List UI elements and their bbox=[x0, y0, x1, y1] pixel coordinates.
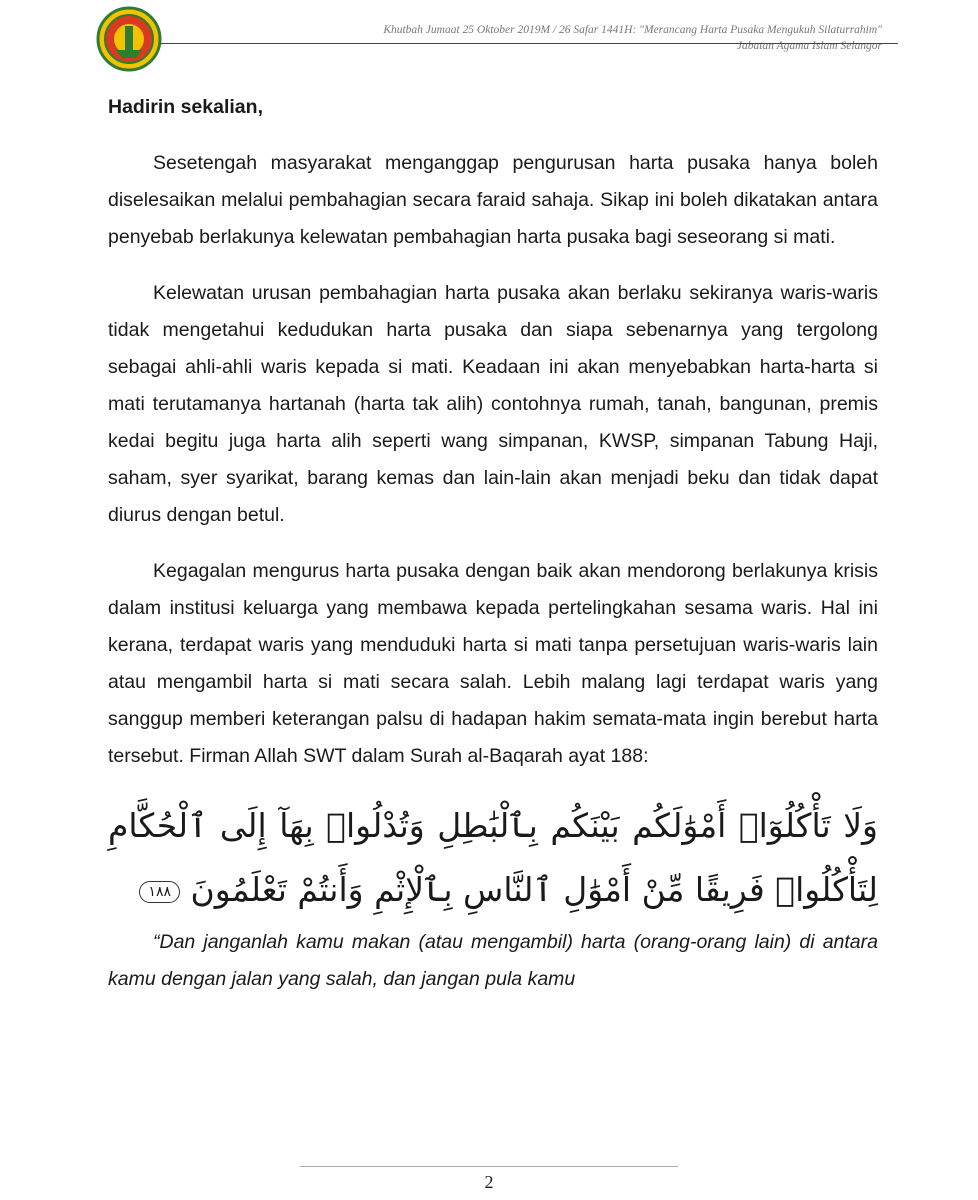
state-emblem-icon bbox=[96, 6, 162, 72]
ayah-number-marker: ١٨٨ bbox=[139, 881, 180, 903]
arabic-verse-text: وَلَا تَأْكُلُوٓا۟ أَمْوَٰلَكُم بَيْنَكُم بِٱلْبَٰطِلِ وَتُدْلُوا۟ بِهَآ إِلَى ٱلْحُكَّامِ لِتَأْكُلُوا۟ فَرِيقًا مِّنْ أَمْوَٰلِ ٱلنَّاسِ بِٱلْإِثْمِ وَأَنتُمْ تَعْلَمُونَ bbox=[108, 806, 878, 909]
header-department-line: Jabatan Agama Islam Selangor bbox=[736, 40, 882, 52]
paragraph: Sesetengah masyarakat menganggap pengurusan harta pusaka hanya boleh diselesaikan melalui pembahagian secara faraid sahaja. Sikap ini boleh dikatakan antara penyebab berlakunya kelewatan pembahagian harta pusaka bagi seseorang si mati. bbox=[108, 152, 878, 248]
paragraph: Kegagalan mengurus harta pusaka dengan baik akan mendorong berlakunya krisis dalam institusi keluarga yang membawa kepada pertelingkahan sesama waris. Hal ini kerana, terdapat waris yang menduduki harta si mati tanpa persetujuan waris-waris lain atau mengambil harta si mati secara salah. Lebih malang lagi terdapat waris yang sanggup memberi keterangan palsu di hadapan hakim semata-mata ingin berebut harta tersebut. Firman Allah SWT dalam Surah al-Baqarah ayat 188: bbox=[108, 560, 878, 767]
header-title-line: Khutbah Jumaat 25 Oktober 2019M / 26 Safar 1441H: "Merancang Harta Pusaka Mengukuh Silaturrahim" bbox=[383, 24, 882, 36]
header-divider bbox=[160, 43, 898, 44]
quran-verse bbox=[108, 794, 878, 922]
page-header bbox=[0, 0, 978, 90]
header-text bbox=[182, 22, 882, 54]
greeting: Hadirin sekalian, bbox=[108, 96, 263, 118]
page-number: 2 bbox=[484, 1172, 494, 1192]
verse-translation: “Dan janganlah kamu makan (atau mengambil) harta (orang-orang lain) di antara kamu dengan jalan yang salah, dan jangan pula kamu bbox=[108, 931, 878, 990]
footer-divider bbox=[300, 1166, 678, 1167]
paragraph: Kelewatan urusan pembahagian harta pusaka akan berlaku sekiranya waris-waris tidak mengetahui kedudukan harta pusaka dan siapa sebenarnya yang tergolong sebagai ahli-ahli waris kepada si mati. Keadaan ini akan menyebabkan harta-harta si mati terutamanya hartanah (harta tak alih) contohnya rumah, tanah, bangunan, premis kedai begitu juga harta alih seperti wang simpanan, KWSP, simpanan Tabung Haji, saham, syer syarikat, barang kemas dan lain-lain akan menjadi beku dan tidak dapat diurus dengan betul. bbox=[108, 282, 878, 526]
sermon-body bbox=[108, 96, 878, 998]
